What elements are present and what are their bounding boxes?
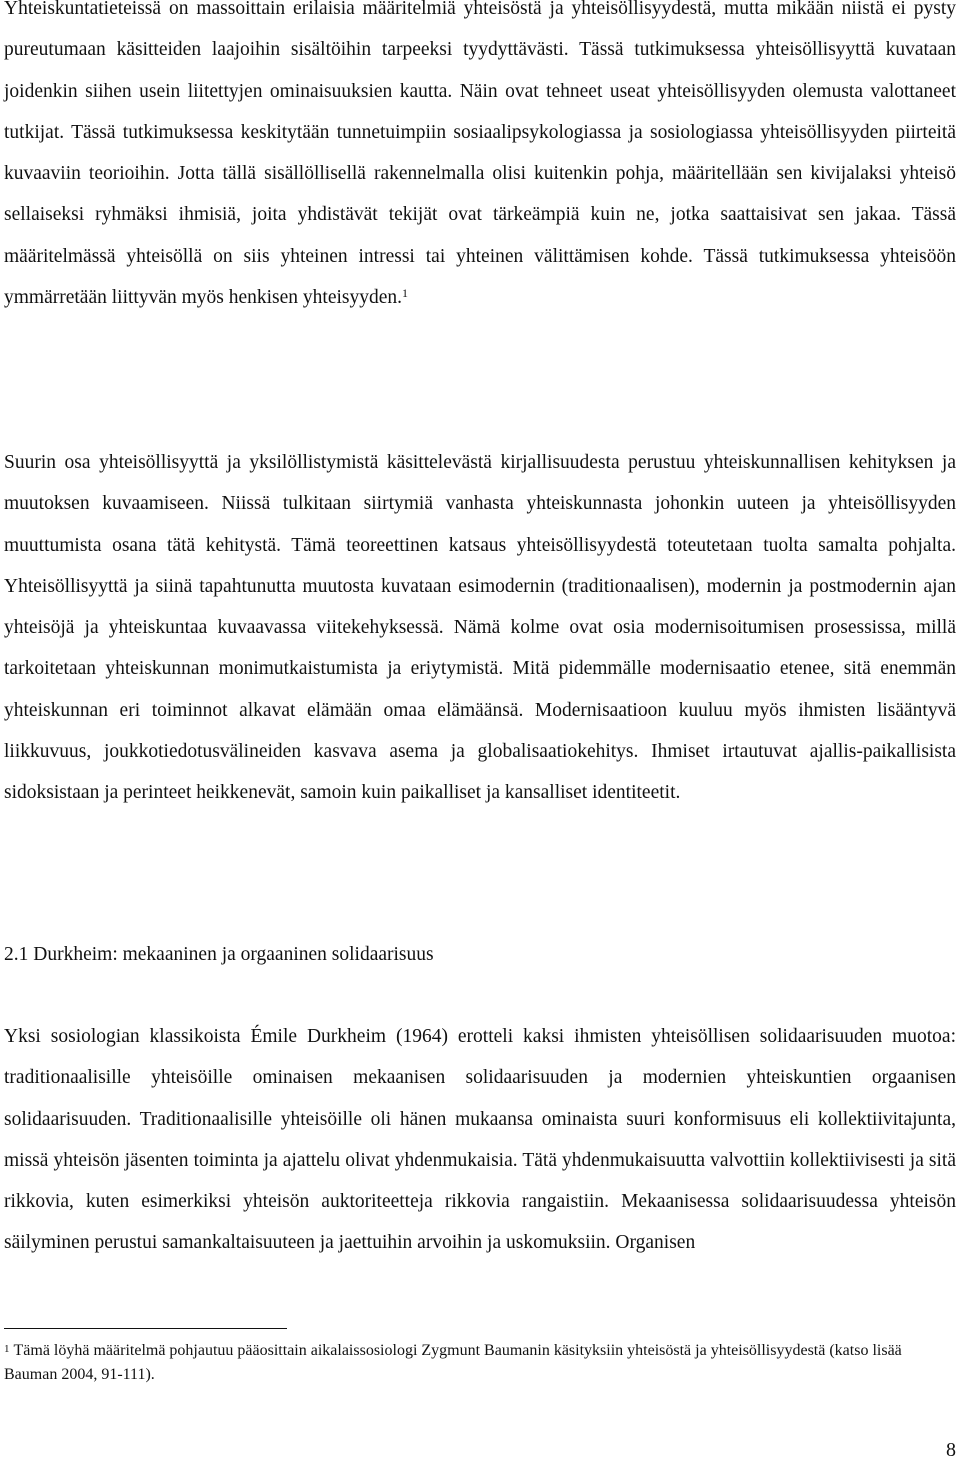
footnote (4, 1339, 944, 1387)
paragraph-community-definition (4, 0, 956, 318)
paragraph-modernisation: Suurin osa yhteisöllisyyttä ja yksilöllistymistä käsittelevästä kirjallisuudesta perustuu yhteiskunnallisen kehityksen ja muutoksen kuvaamiseen. Niissä tulkitaan siirtymiä vanhasta yhteiskunnasta johonkin uuteen ja yhteisöllisyyden muuttumista osana tätä kehitystä. Tämä teoreettinen katsaus yhteisöllisyydestä toteutetaan tuolta samalta pohjalta. Yhteisöllisyyttä ja siinä tapahtunutta muutosta kuvataan esimodernin (traditionaalisen), modernin ja postmodernin ajan yhteisöjä ja yhteiskuntaa kuvaavassa viitekehyksessä. Nämä kolme ovat osia modernisoitumisen prosessissa, millä tarkoitetaan yhteiskunnan monimutkaistumista ja eriytymistä. Mitä pidemmälle modernisaatio etenee, sitä enemmän yhteiskunnan eri toiminnot alkavat elämään omaa elämäänsä. Modernisaatioon kuuluu myös ihmisten lisääntyvä liikkuvuus, joukkotiedotusvälineiden kasvava asema ja globalisaatiokehitys. Ihmiset irtautuvat ajallis-paikallisista sidoksistaan ja perinteet heikkenevät, samoin kuin paikalliset ja kansalliset identiteetit. (4, 452, 956, 804)
footnote-divider (4, 1328, 287, 1329)
footnote-text: Tämä löyhä määritelmä pohjautuu pääosittain aikalaissosiologi Zygmunt Baumanin käsityksiin yhteisöstä ja yhteisöllisyydestä (katso lisää Bauman 2004, 91-111). (4, 1342, 902, 1383)
page-number: 8 (946, 1439, 956, 1461)
footnote-number: 1 (4, 1343, 10, 1355)
paragraph-durkheim: Yksi sosiologian klassikoista Émile Durkheim (1964) erotteli kaksi ihmisten yhteisöllisen solidaarisuuden muotoa: traditionaalisille yhteisöille ominaisen mekaanisen solidaarisuuden ja modernien yhteiskuntien orgaanisen solidaarisuuden. Traditionaalisille yhteisöille oli hänen mukaansa ominaista suuri konformisuus eli kollektiivitajunta, missä yhteisön jäsenten toiminta ja ajattelu olivat yhdenmukaisia. Tätä yhdenmukaisuutta valvottiin kollektiivisesti ja sitä rikkovia, kuten esimerkiksi yhteisön auktoriteetteja rikkovia rangaistiin. Mekaanisessa solidaarisuudessa yhteisön säilyminen perustui samankaltaisuuteen ja jaettuihin arvoihin ja uskomuksiin. Organisen (4, 1026, 956, 1254)
footnote-reference: 1 (402, 286, 409, 301)
paragraph-text: Yhteiskuntatieteissä on massoittain erilaisia määritelmiä yhteisöstä ja yhteisöllisyydestä, mutta mikään niistä ei pysty pureutumaan käsitteiden laajoihin sisältöihin tarpeeksi tyydyttävästi. Tässä tutkimuksessa yhteisöllisyyttä kuvataan joidenkin siihen usein liitettyjen ominaisuuksien kautta. Näin ovat tehneet useat yhteisöllisyyden olemusta valottaneet tutkijat. Tässä tutkimuksessa keskitytään tunnetuimpiin sosiaalipsykologiassa ja sosiologiassa yhteisöllisyyden piirteitä kuvaaviin teorioihin. Jotta tällä sisällöllisellä rakennelmalla olisi kuitenkin pohja, määritellään sen kivijalaksi yhteisö sellaiseksi ryhmäksi ihmisiä, joita yhdistävät tekijät ovat tärkeämpiä kuin ne, jotka saattaisivat sen jakaa. Tässä määritelmässä yhteisöllä on siis yhteinen intressi tai yhteinen välittämisen kohde. Tässä tutkimuksessa yhteisöön ymmärretään liittyvän myös henkisen yhteisyyden. (4, 0, 956, 309)
section-heading: 2.1 Durkheim: mekaaninen ja orgaaninen solidaarisuus (4, 944, 434, 965)
